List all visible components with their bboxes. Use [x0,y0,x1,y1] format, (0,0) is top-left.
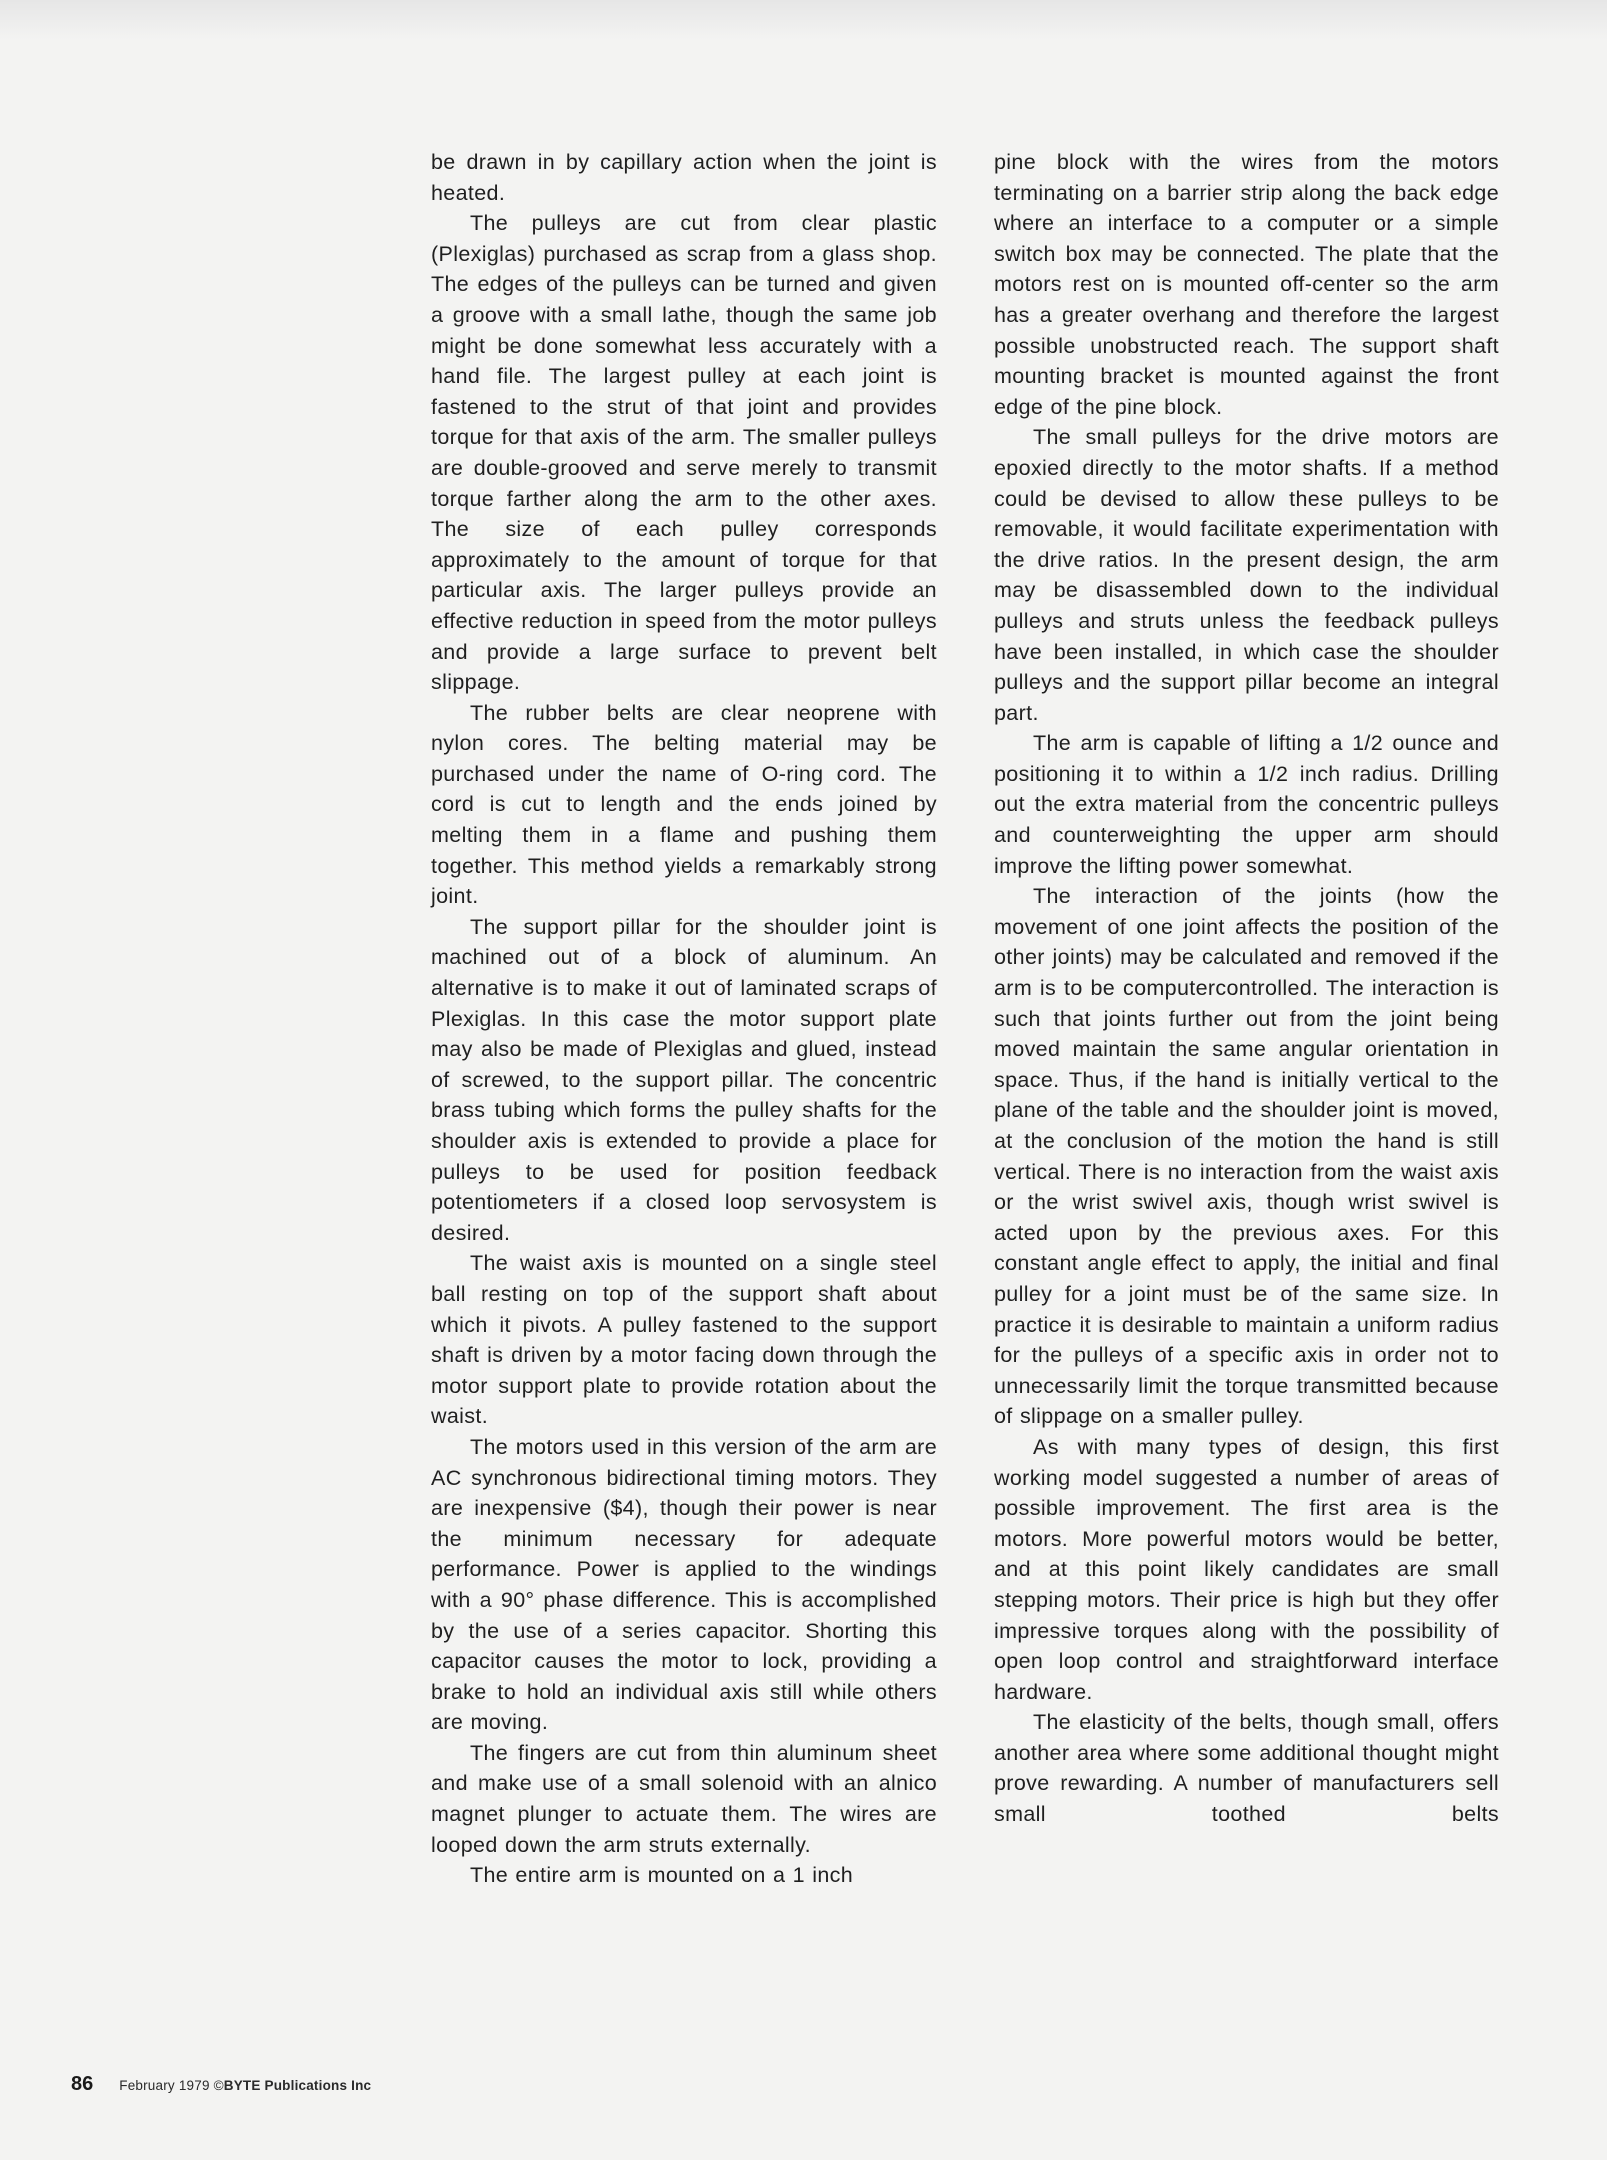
page-number: 86 [71,2073,94,2095]
left-column [431,147,937,1891]
paragraph-lifting-capacity: The arm is capable of lifting a 1/2 ounce and positioning it to within a 1/2 inch radius. Drilling out the extra material from the concentric pulleys and counterweighting the upper arm should improve the lifting power somewhat. [994,731,1499,878]
paragraph-small-pulleys: The small pulleys for the drive motors are epoxied directly to the motor shafts. If a method could be devised to allow these pulleys to be removable, it would facilitate experimentation with the drive ratios. In the present design, the arm may be disassembled down to the individual pulleys and struts unless the feedback pulleys have been installed, in which case the shoulder pulleys and the support pillar become an integral part. [994,425,1499,725]
right-column [994,147,1499,1830]
paragraph-support-pillar: The support pillar for the shoulder joint is machined out of a block of aluminum. An alternative is to make it out of laminated scraps of Plexiglas. In this case the motor support plate may also be made of Plexiglas and glued, instead of screwed, to the support pillar. The concentric brass tubing which forms the pulley shafts for the shoulder axis is extended to provide a place for pulleys to be used for position feedback potentiometers if a closed loop servosystem is desired. [431,914,937,1245]
paragraph-pulleys: The pulleys are cut from clear plastic (Plexiglas) purchased as scrap from a glass shop. The edges of the pulleys can be turned and given a groove with a small lathe, though the same job might be done somewhat less accurately with a hand file. The largest pulley at each joint is fastened to the strut of that joint and provides torque for that axis of the arm. The smaller pulleys are double-grooved and serve merely to transmit torque farther along the arm to the other axes. The size of each pulley corresponds approximately to the amount of torque for that particular axis. The larger pulleys provide an effective reduction in speed from the motor pulleys and provide a large surface to prevent belt slippage. [431,211,937,695]
footer-credit [119,2078,371,2093]
publication-date: February 1979 [119,2078,210,2093]
paragraph-pine-block: pine block with the wires from the motors terminating on a barrier strip along the back edge where an interface to a computer or a simple switch box may be connected. The plate that the motors rest on is mounted off-center so the arm has a greater overhang and therefore the largest possible unobstructed reach. The support shaft mounting bracket is mounted against the front edge of the pine block. [994,150,1499,419]
paragraph-motors: The motors used in this version of the arm are AC synchronous bidirectional timing motors. They are inexpensive ($4), though their power is near the minimum necessary for adequate performance. Power is applied to the windings with a 90° phase difference. This is accomplished by the use of a series capacitor. Shorting this capacitor causes the motor to lock, providing a brake to hold an individual axis still while others are moving. [431,1434,937,1735]
paragraph-joint-interaction: The interaction of the joints (how the movement of one joint affects the position of the other joints) may be calculated and removed if the arm is to be computercontrolled. The interaction is such that joints further out from the joint being moved maintain the same angular orientation in space. Thus, if the hand is initially vertical to the plane of the table and the shoulder joint is moved, at the conclusion of the motion the hand is still vertical. There is no interaction from the waist axis or the wrist swivel axis, though wrist swivel is acted upon by the previous axes. For this constant angle effect to apply, the initial and final pulley for a joint must be of the same size. In practice it is desirable to maintain a uniform radius for the pulleys of a specific axis in order not to unnecessarily limit the torque transmitted because of slippage on a smaller pulley. [994,884,1499,1429]
paragraph-waist-axis: The waist axis is mounted on a single steel ball resting on top of the support shaft about which it pivots. A pulley fastened to the support shaft is driven by a motor facing down through the motor support plate to provide rotation about the waist. [431,1251,937,1429]
paragraph-belt-elasticity: The elasticity of the belts, though small, offers another area where some additional thought might prove rewarding. A number of manufacturers sell small toothed belts [994,1710,1499,1827]
publisher-name: BYTE Publications Inc [223,2078,372,2093]
paragraph-continued: be drawn in by capillary action when the joint is heated. [431,150,937,205]
paragraph-mounting: The entire arm is mounted on a 1 inch [470,1863,854,1888]
paragraph-improvements: As with many types of design, this first working model suggested a number of areas of possible improvement. The first area is the motors. More powerful motors would be better, and at this point likely candidates are small stepping motors. Their price is high but they offer impressive torques along with the possibility of open loop control and straightforward interface hardware. [994,1434,1499,1704]
page-top-shadow [0,0,1607,40]
paragraph-fingers: The fingers are cut from thin aluminum sheet and make use of a small solenoid with an alnico magnet plunger to actuate them. The wires are looped down the arm struts externally. [431,1740,937,1857]
copyright-symbol: © [213,2078,224,2093]
paragraph-rubber-belts: The rubber belts are clear neoprene with nylon cores. The belting material may be purchased under the name of O-ring cord. The cord is cut to length and the ends joined by melting them in a flame and pushing them together. This method yields a remarkably strong joint. [431,700,937,909]
page-footer [71,2073,371,2096]
